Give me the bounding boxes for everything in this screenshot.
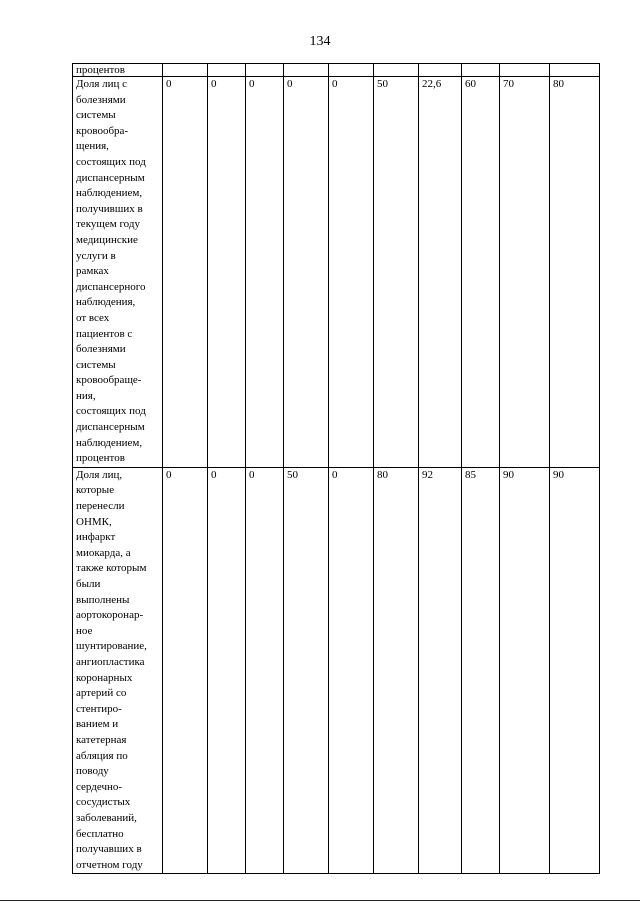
row-label: Доля лиц с болезнями системы кровообра- щения, состоящих под диспансерным наблюдением, получивших в текущем году медицинские услуги в рамках диспансерного наблюдения, от всех пациентов с болезнями системы кровообраще- ния, состоящих под диспансерным наблюдением, процентов [73,77,163,468]
table-cell [462,64,500,77]
value-cell: 85 [462,467,500,873]
row-label: Доля лиц, которые перенесли ОНМК, инфаркт миокарда, а также которым были выполнены аортокоронар- ное шунтирование, ангиопластика коронарных артерий со стентиро- ванием и катетерная абляция по поводу сердечно- сосудистых заболеваний, бесплатно получавших в отчетном году [73,467,163,873]
table-row [73,77,600,468]
value-cell: 90 [550,467,600,873]
value-cell: 0 [329,467,374,873]
value-cell: 0 [246,467,284,873]
table-cell [329,64,374,77]
value-cell: 70 [500,77,550,468]
value-cell: 80 [550,77,600,468]
indicators-table [72,63,600,874]
value-cell: 50 [284,467,329,873]
table-cell [374,64,419,77]
value-cell: 0 [329,77,374,468]
table-row [73,64,600,77]
table-cell [284,64,329,77]
value-cell: 0 [246,77,284,468]
value-cell: 0 [208,467,246,873]
page-bottom-divider [0,900,640,901]
table-cell [419,64,462,77]
value-cell: 50 [374,77,419,468]
table-row [73,467,600,873]
table-cell [550,64,600,77]
table-cell [246,64,284,77]
value-cell: 92 [419,467,462,873]
table-cell [208,64,246,77]
table-cell [163,64,208,77]
value-cell: 90 [500,467,550,873]
value-cell: 22,6 [419,77,462,468]
value-cell: 0 [163,467,208,873]
value-cell: 80 [374,467,419,873]
value-cell: 60 [462,77,500,468]
value-cell: 0 [208,77,246,468]
table-cell [500,64,550,77]
row-label: процентов [73,64,163,77]
value-cell: 0 [163,77,208,468]
value-cell: 0 [284,77,329,468]
page-number: 134 [309,34,331,49]
